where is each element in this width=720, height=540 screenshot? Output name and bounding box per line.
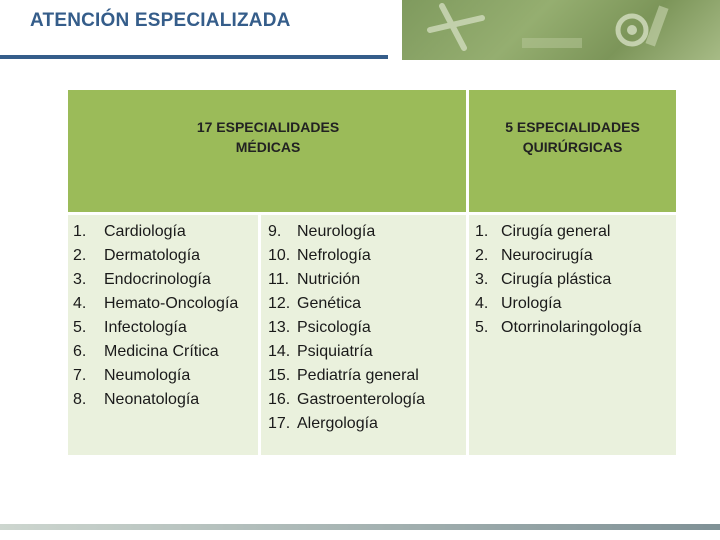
column-divider xyxy=(258,212,261,452)
page-title: ATENCIÓN ESPECIALIZADA xyxy=(30,10,291,31)
list-item-number: 4. xyxy=(73,295,87,312)
list-item-number: 6. xyxy=(73,343,87,360)
decorative-photo-icon xyxy=(402,0,720,60)
list-item-label: Hemato-Oncología xyxy=(104,295,239,312)
list-item-number: 12. xyxy=(268,295,291,312)
list-item xyxy=(268,244,425,268)
surgical-specialties-header xyxy=(469,90,676,212)
title-underline xyxy=(0,55,388,59)
list-item-label: Otorrinolaringología xyxy=(501,319,642,336)
list-item-number: 16. xyxy=(268,391,291,408)
list-item-label: Nefrología xyxy=(297,247,371,264)
list-item-label: Infectología xyxy=(104,319,187,336)
list-item xyxy=(475,268,642,292)
list-item-label: Genética xyxy=(297,295,362,312)
column-divider xyxy=(466,90,469,452)
list-item-label: Psiquiatría xyxy=(297,343,373,360)
list-item xyxy=(73,268,269,292)
list-item-number: 3. xyxy=(73,271,87,288)
surgical-column xyxy=(469,212,676,455)
medical-list-2 xyxy=(268,220,425,436)
list-item xyxy=(475,220,642,244)
list-item xyxy=(475,292,642,316)
list-item xyxy=(73,220,269,244)
list-item-label: Urología xyxy=(501,295,562,312)
list-item xyxy=(73,388,269,412)
list-item-label: Cirugía general xyxy=(501,223,611,240)
list-item xyxy=(268,412,425,436)
medical-column-1 xyxy=(68,212,258,455)
list-item xyxy=(268,388,425,412)
list-item xyxy=(268,340,425,364)
list-item xyxy=(73,316,269,340)
list-item xyxy=(268,220,425,244)
list-item-number: 9. xyxy=(268,223,282,240)
list-item-number: 2. xyxy=(475,247,489,264)
header-banner-image xyxy=(402,0,720,60)
list-item-label: Endocrinología xyxy=(104,271,211,288)
list-item xyxy=(475,244,642,268)
surgical-header-label: 5 ESPECIALIDADES QUIRÚRGICAS xyxy=(505,119,640,155)
medical-column-2 xyxy=(261,212,466,455)
list-item xyxy=(268,268,425,292)
list-item xyxy=(73,340,269,364)
list-item xyxy=(475,316,642,340)
list-item-label: Dermatología xyxy=(104,247,201,264)
list-item-number: 8. xyxy=(73,391,87,408)
medical-list-1 xyxy=(73,220,269,412)
list-item-number: 1. xyxy=(73,223,87,240)
footer-rule xyxy=(0,524,720,530)
list-item-label: Psicología xyxy=(297,319,371,336)
list-item-label: Medicina Crítica xyxy=(104,343,219,360)
list-item-number: 4. xyxy=(475,295,489,312)
surgical-list xyxy=(475,220,642,340)
list-item-label: Neurocirugía xyxy=(501,247,593,264)
specialties-table xyxy=(68,90,676,452)
list-item-number: 11. xyxy=(268,271,290,288)
list-item xyxy=(268,316,425,340)
list-item-number: 15. xyxy=(268,367,291,384)
list-item-label: Cardiología xyxy=(104,223,186,240)
list-item-number: 7. xyxy=(73,367,87,384)
list-item xyxy=(73,364,269,388)
list-item xyxy=(73,292,269,316)
list-item-label: Pediatría general xyxy=(297,367,419,384)
list-item-number: 3. xyxy=(475,271,489,288)
list-item-number: 13. xyxy=(268,319,291,336)
list-item-number: 14. xyxy=(268,343,291,360)
list-item-number: 10. xyxy=(268,247,291,264)
list-item-number: 5. xyxy=(73,319,87,336)
list-item-label: Neumología xyxy=(104,367,191,384)
list-item-label: Neonatología xyxy=(104,391,200,408)
medical-specialties-header xyxy=(68,90,466,212)
list-item-label: Cirugía plástica xyxy=(501,271,612,288)
list-item-label: Neurología xyxy=(297,223,376,240)
list-item xyxy=(73,244,269,268)
list-item-number: 17. xyxy=(268,415,291,432)
list-item-label: Alergología xyxy=(297,415,378,432)
medical-header-label: 17 ESPECIALIDADES MÉDICAS xyxy=(196,119,340,155)
list-item xyxy=(268,292,425,316)
list-item-number: 1. xyxy=(475,223,489,240)
list-item-number: 5. xyxy=(475,319,489,336)
list-item xyxy=(268,364,425,388)
list-item-number: 2. xyxy=(73,247,87,264)
list-item-label: Gastroenterología xyxy=(297,391,426,408)
list-item-label: Nutrición xyxy=(297,271,361,288)
